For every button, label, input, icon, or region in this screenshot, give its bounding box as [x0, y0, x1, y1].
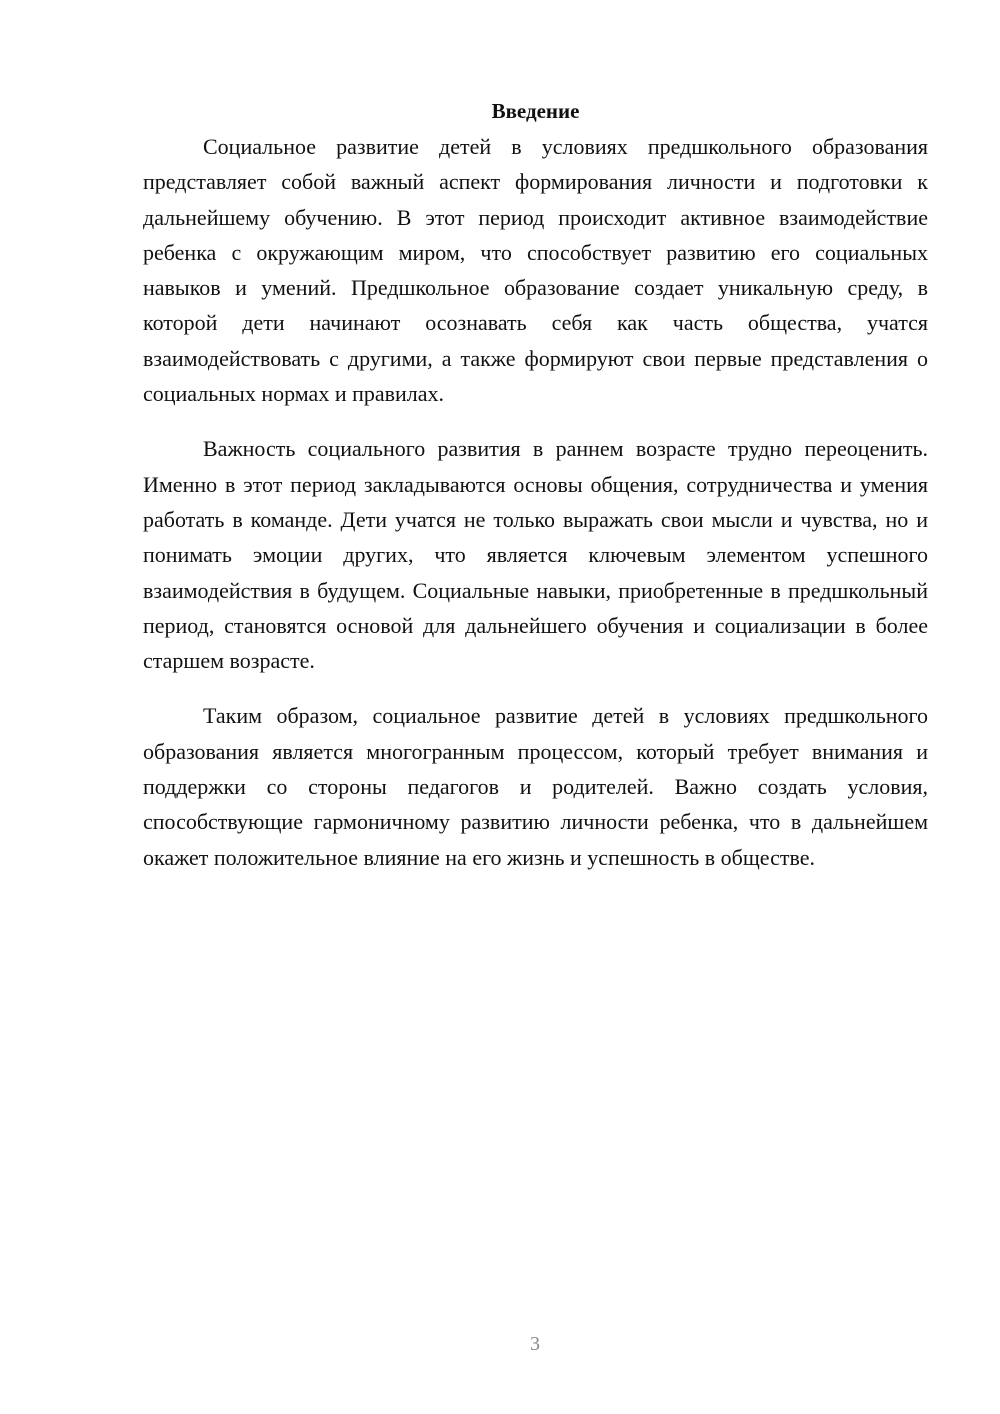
- section-title: Введение: [491, 99, 580, 123]
- page-number: 3: [530, 1333, 540, 1355]
- paragraph-2: Важность социального развития в раннем возрасте трудно переоценить. Именно в этот период закладываются основы общения, сотрудничества и умения работать в команде. Дети учатся не только выражать свои мысли и чувства, но и понимать эмоции других, что является ключевым элементом успешного взаимодействия в будущем. Социальные навыки, приобретенные в предшкольный период, становятся основой для дальнейшего обучения и социализации в более старшем возрасте.: [143, 436, 928, 674]
- page-content: [143, 94, 928, 875]
- paragraph-1: Социальное развитие детей в условиях предшкольного образования представляет собой важный аспект формирования личности и подготовки к дальнейшему обучению. В этот период происходит активное взаимодействие ребенка с окружающим миром, что способствует развитию его социальных навыков и умений. Предшкольное образование создает уникальную среду, в которой дети начинают осознавать себя как часть общества, учатся взаимодействовать с другими, а также формируют свои первые представления о социальных нормах и правилах.: [143, 134, 928, 407]
- paragraph-3: Таким образом, социальное развитие детей в условиях предшкольного образования является многогранным процессом, который требует внимания и поддержки со стороны педагогов и родителей. Важно создать условия, способствующие гармоничному развитию личности ребенка, что в дальнейшем окажет положительное влияние на его жизнь и успешность в обществе.: [143, 703, 928, 870]
